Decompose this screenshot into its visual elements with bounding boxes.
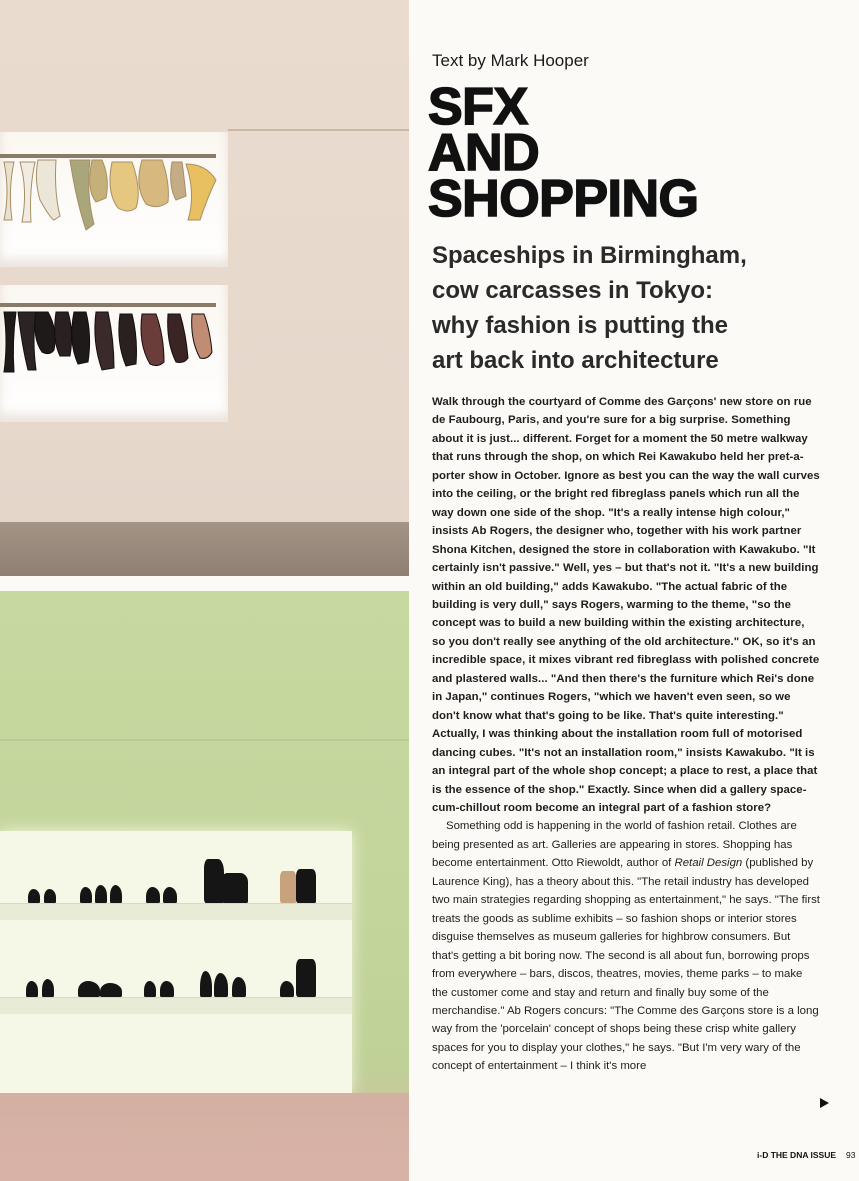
shoe — [110, 885, 122, 903]
headline — [428, 78, 848, 228]
subhead-line: Spaceships in Birmingham, — [432, 242, 747, 269]
shoe — [78, 981, 100, 997]
body-paragraph — [432, 817, 820, 1075]
shoe — [146, 887, 160, 903]
shoe — [280, 981, 294, 997]
shoe — [100, 983, 122, 997]
headline-line: SFX — [428, 78, 528, 136]
shoe — [160, 981, 174, 997]
subhead-line: art back into architecture — [432, 347, 719, 374]
boot — [204, 859, 224, 903]
shoe — [232, 977, 246, 997]
shoe — [42, 979, 54, 997]
shoe — [214, 973, 228, 997]
shoe — [26, 981, 38, 997]
shoe — [44, 889, 56, 903]
shoe — [80, 887, 92, 903]
garments-illustration — [0, 0, 409, 576]
page-footer — [757, 1150, 856, 1160]
boot — [280, 871, 296, 903]
shoe — [28, 889, 40, 903]
page-number: 93 — [846, 1150, 856, 1160]
subheadline — [432, 238, 852, 378]
shelf-upper — [0, 903, 352, 920]
shoe — [95, 885, 107, 903]
floor-strip — [0, 522, 409, 576]
intro-paragraph: Walk through the courtyard of Comme des Garçons' new store on rue de Faubourg, Paris, and you're sure for a big surprise. Something about it is just... different. Forget for a moment the 50 metre walkway that runs through the shop, on which Rei Kawakubo held her pret-a-porter show in October. Ignore as best you can the way the wall curves into the ceiling, or the bright red fibreglass panels which run all the way down one side of the shop. "It's a really intense high colour," insists Ab Rogers, the designer who, together with his work partner Shona Kitchen, designed the store in collaboration with Kawakubo. "It certainly isn't passive." Well, yes – but that's not it. "It's a new building within an old building," adds Kawakubo. "The actual fabric of the building is very dull," says Rogers, warming to the theme, "so the concept was to build a new building within the existing architecture, so you don't really see anything of the old architecture." OK, so it's an incredible space, it mixes vibrant red fibreglass with polished concrete and plastered walls... "And then there's the furniture which Rei's done in Japan," continues Rogers, "which we haven't even seen, so we don't know what that's going to be like. That's quite interesting." Actually, I was thinking about the installation room full of motorised dancing cubes. "It's not an installation room," insists Kawakubo. "It is an integral part of the whole shop concept; a place to rest, a place that is the essence of the shop." Exactly. Since when did a gallery space-cum-chillout room become an integral part of a fashion store? — [432, 396, 820, 814]
book-title: Retail Design — [674, 857, 743, 870]
boot — [296, 959, 316, 997]
magazine-issue: i-D THE DNA ISSUE — [757, 1150, 837, 1160]
wall-band — [0, 739, 409, 741]
subhead-line: cow carcasses in Tokyo: — [432, 277, 714, 304]
boot — [222, 873, 248, 903]
pink-floor — [0, 1093, 409, 1181]
shoe — [163, 887, 177, 903]
byline: Text by Mark Hooper — [432, 51, 589, 70]
body-text-segment: (published by Laurence King), has a theory about this. "The retail industry has developed two main strategies regarding shopping as entertainment," he says. "The first treats the goods as sublime exhibits – so fashion shops or interior stores disguise themselves as museum galleries for highbrow consumers. But that's getting a bit boring now. The second is all about fun, borrowing props from everywhere – bars, discos, theatres, movies, theme parks – to make the customer come and stay and return and finally buy some of the merchandise." Ab Rogers concurs: "The Comme des Garçons store is a long way from the 'porcelain' concept of shops being these crisp white gallery spaces for you to display your clothes," he says. "But I'm very wary of the concept of entertainment – I think it's more — [432, 857, 820, 1073]
body-text-segment: Something odd is happening in the world of fashion retail. Clothes are being presented as art. Galleries are appearing in stores. Shopping has become entertainment. Otto Riewoldt, author of — [432, 820, 797, 870]
shoe — [144, 981, 156, 997]
shoe-display-photo — [0, 591, 409, 1181]
article-body — [432, 393, 820, 1076]
continue-arrow-icon — [820, 1098, 829, 1108]
lingerie-display-photo — [0, 0, 409, 576]
headline-line: AND — [428, 124, 540, 182]
headline-line: SHOPPING — [428, 170, 699, 228]
shoe-shelf-unit — [0, 831, 352, 1093]
shelf-lower — [0, 997, 352, 1014]
subhead-line: why fashion is putting the — [432, 312, 728, 339]
shoe — [200, 971, 212, 997]
boot — [296, 869, 316, 903]
